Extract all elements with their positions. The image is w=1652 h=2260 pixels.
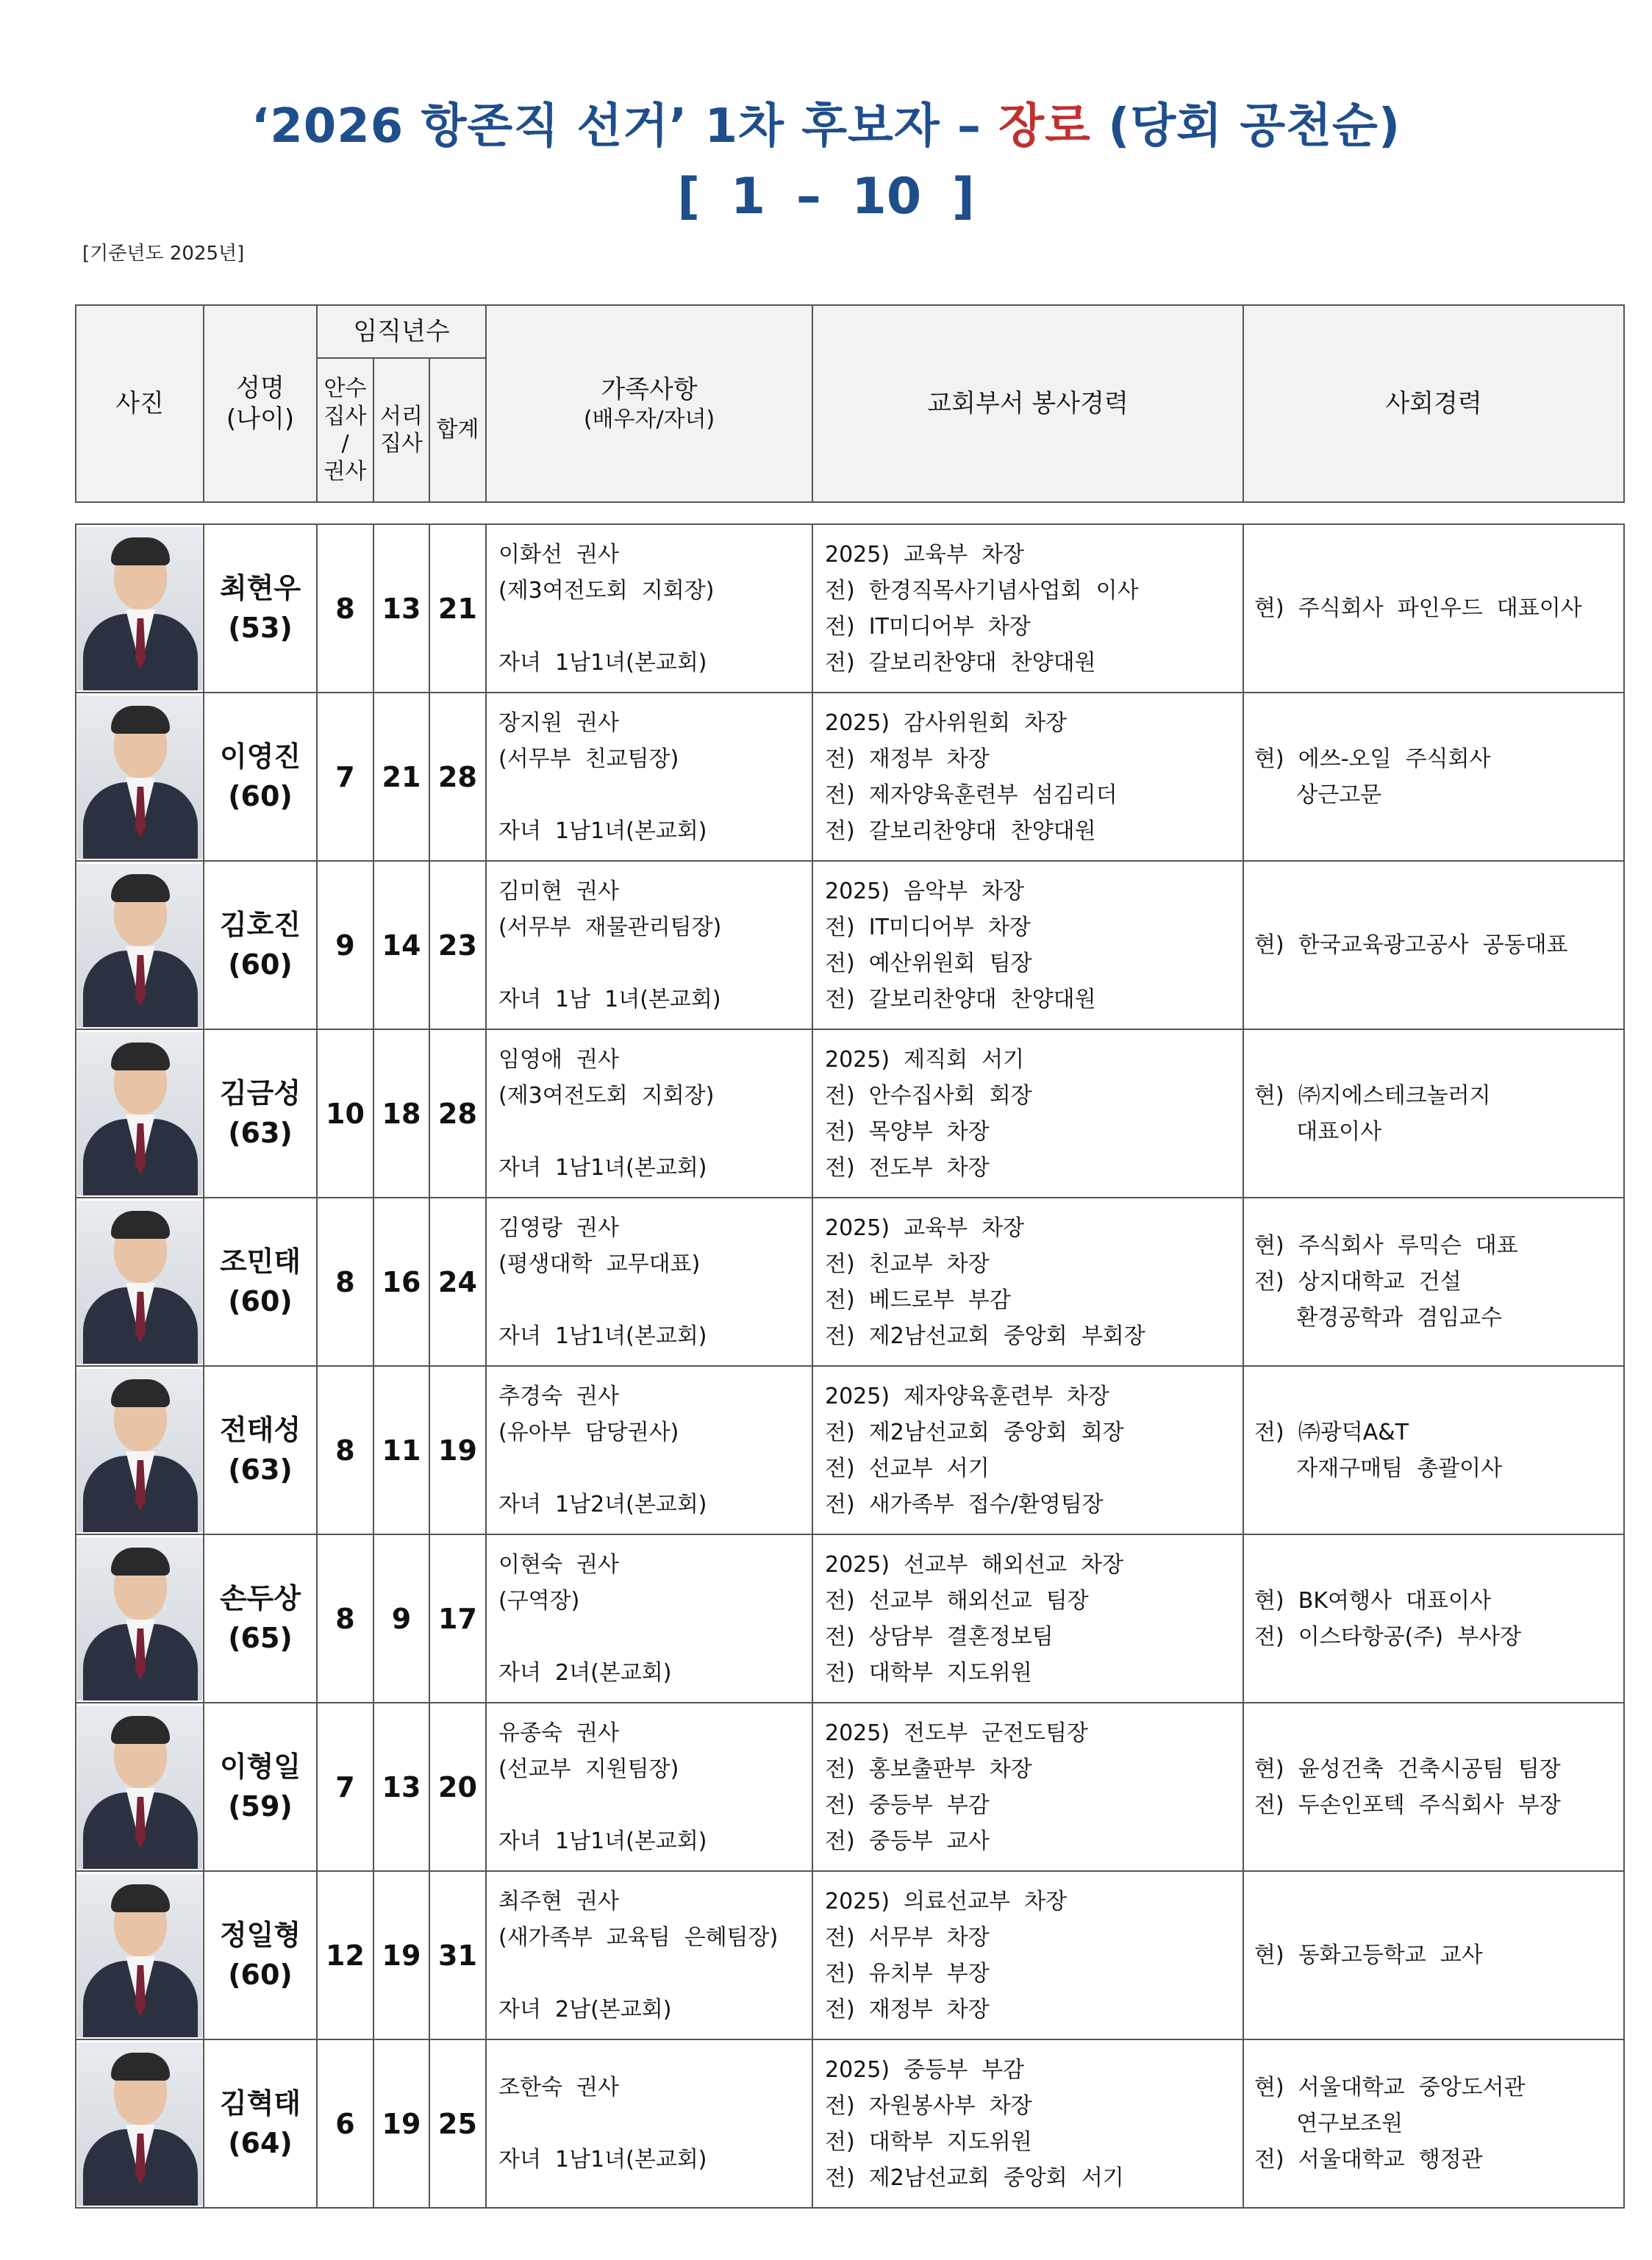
table-row: [76, 1871, 1624, 2039]
years-ordained: 8: [317, 1198, 373, 1366]
years-ordained: 8: [317, 1534, 373, 1703]
family-info: 이화선 권사 (제3여전도회 지회장) 자녀 1남1녀(본교회): [486, 524, 812, 693]
candidate-name-cell: [204, 1534, 317, 1703]
header-photo: 사진: [76, 305, 204, 502]
church-service: 2025) 제자양육훈련부 차장 전) 제2남선교회 중앙회 회장 전) 선교부 서기 전) 새가족부 접수/환영팀장: [812, 1366, 1243, 1534]
years-total: 17: [429, 1534, 486, 1703]
candidate-age: (60): [228, 779, 293, 812]
years-acting: 16: [373, 1198, 429, 1366]
candidate-photo: [77, 2042, 202, 2206]
candidate-photo: [77, 695, 202, 859]
years-ordained: 8: [317, 1366, 373, 1534]
social-career: 현) 주식회사 파인우드 대표이사: [1243, 524, 1624, 693]
church-service: 2025) 의료선교부 차장 전) 서무부 차장 전) 유치부 부장 전) 재정부 차장: [812, 1871, 1243, 2039]
candidate-age: (65): [228, 1621, 293, 1654]
years-total: 28: [429, 1029, 486, 1198]
candidate-table: [75, 523, 1625, 2209]
header-name-label: 성명: [236, 373, 285, 403]
candidate-name: 김혁태: [219, 2087, 301, 2120]
document-title: [0, 88, 1652, 156]
candidate-name: 전태성: [219, 1414, 301, 1447]
candidate-age: (53): [228, 611, 293, 644]
years-acting: 14: [373, 861, 429, 1029]
candidate-name-cell: [204, 1871, 317, 2039]
church-service: 2025) 중등부 부감 전) 자원봉사부 차장 전) 대학부 지도위원 전) 제2남선교회 중앙회 서기: [812, 2039, 1243, 2208]
candidate-photo: [77, 1706, 202, 1869]
basis-year-note: [기준년도 2025년]: [82, 243, 245, 265]
years-total: 28: [429, 693, 486, 861]
candidate-age: (60): [228, 1284, 293, 1317]
candidate-photo: [77, 864, 202, 1027]
candidate-age: (59): [228, 1789, 293, 1823]
candidate-name: 최현우: [219, 572, 301, 605]
family-info: 추경숙 권사 (유아부 담당권사) 자녀 1남2녀(본교회): [486, 1366, 812, 1534]
document-subtitle: [ 1 – 10 ]: [677, 168, 975, 226]
table-row: [76, 1366, 1624, 1534]
header-family-sub: (배우자/자녀): [583, 406, 715, 432]
header-family-label: 가족사항: [601, 375, 698, 404]
years-acting: 21: [373, 693, 429, 861]
header-name-sub: (나이): [226, 404, 295, 434]
table-row: [76, 861, 1624, 1029]
header-family: [486, 305, 812, 502]
years-total: 31: [429, 1871, 486, 2039]
candidate-name: 이형일: [219, 1751, 301, 1784]
candidate-photo-cell: [76, 2039, 204, 2208]
years-acting: 19: [373, 1871, 429, 2039]
candidate-age: (63): [228, 1453, 293, 1486]
header-years-ordained: 안수 집사 / 권사: [317, 358, 373, 502]
family-info: 유종숙 권사 (선교부 지원팀장) 자녀 1남1녀(본교회): [486, 1703, 812, 1871]
candidate-photo-cell: [76, 524, 204, 693]
family-info: 최주현 권사 (새가족부 교육팀 은혜팀장) 자녀 2남(본교회): [486, 1871, 812, 2039]
family-info: 김미현 권사 (서무부 재물관리팀장) 자녀 1남 1녀(본교회): [486, 861, 812, 1029]
candidate-name-cell: [204, 1703, 317, 1871]
table-row: [76, 2039, 1624, 2208]
candidate-name: 손두상: [219, 1582, 301, 1615]
candidate-name-cell: [204, 1366, 317, 1534]
candidate-photo-cell: [76, 1366, 204, 1534]
candidate-photo-cell: [76, 1871, 204, 2039]
years-ordained: 12: [317, 1871, 373, 2039]
years-ordained: 6: [317, 2039, 373, 2208]
candidate-age: (60): [228, 948, 293, 981]
years-ordained: 9: [317, 861, 373, 1029]
table-row: [76, 1198, 1624, 1366]
title-highlight: 장로: [998, 99, 1091, 154]
church-service: 2025) 선교부 해외선교 차장 전) 선교부 해외선교 팀장 전) 상담부 결혼정보팀 전) 대학부 지도위원: [812, 1534, 1243, 1703]
years-ordained: 7: [317, 1703, 373, 1871]
social-career: 전) ㈜광덕A&T 자재구매팀 총괄이사: [1243, 1366, 1624, 1534]
candidate-name: 김호진: [219, 909, 301, 942]
table-row: [76, 693, 1624, 861]
years-total: 23: [429, 861, 486, 1029]
candidate-photo-cell: [76, 1029, 204, 1198]
candidate-photo-cell: [76, 1703, 204, 1871]
church-service: 2025) 감사위원회 차장 전) 재정부 차장 전) 제자양육훈련부 섬김리더 전) 갈보리찬양대 찬양대원: [812, 693, 1243, 861]
years-ordained: 10: [317, 1029, 373, 1198]
church-service: 2025) 제직회 서기 전) 안수집사회 회장 전) 목양부 차장 전) 전도부 차장: [812, 1029, 1243, 1198]
years-ordained: 7: [317, 693, 373, 861]
candidate-photo: [77, 1201, 202, 1364]
candidate-photo: [77, 1874, 202, 2037]
social-career: 현) BK여행사 대표이사 전) 이스타항공(주) 부사장: [1243, 1534, 1624, 1703]
candidate-photo-cell: [76, 1198, 204, 1366]
years-acting: 18: [373, 1029, 429, 1198]
candidate-photo: [77, 1369, 202, 1532]
years-total: 20: [429, 1703, 486, 1871]
candidate-name: 이영진: [219, 740, 301, 773]
family-info: 조한숙 권사 자녀 1남1녀(본교회): [486, 2039, 812, 2208]
header-years-acting: 서리 집사: [373, 358, 429, 502]
social-career: 현) 에쓰-오일 주식회사 상근고문: [1243, 693, 1624, 861]
table-row: [76, 1703, 1624, 1871]
candidate-age: (64): [228, 2126, 293, 2159]
title-suffix: (당회 공천순): [1090, 99, 1401, 154]
family-info: 이현숙 권사 (구역장) 자녀 2녀(본교회): [486, 1534, 812, 1703]
church-service: 2025) 교육부 차장 전) 한경직목사기념사업회 이사 전) IT미디어부 차장 전) 갈보리찬양대 찬양대원: [812, 524, 1243, 693]
church-service: 2025) 교육부 차장 전) 친교부 차장 전) 베드로부 부감 전) 제2남선교회 중앙회 부회장: [812, 1198, 1243, 1366]
years-acting: 13: [373, 524, 429, 693]
candidate-photo-cell: [76, 1534, 204, 1703]
table-header: [75, 304, 1625, 503]
candidate-name-cell: [204, 1198, 317, 1366]
social-career: 현) 주식회사 루믹슨 대표 전) 상지대학교 건설 환경공학과 겸임교수: [1243, 1198, 1624, 1366]
years-total: 19: [429, 1366, 486, 1534]
family-info: 임영애 권사 (제3여전도회 지회장) 자녀 1남1녀(본교회): [486, 1029, 812, 1198]
church-service: 2025) 전도부 군전도팀장 전) 홍보출판부 차장 전) 중등부 부감 전) 중등부 교사: [812, 1703, 1243, 1871]
header-social: 사회경력: [1243, 305, 1624, 502]
years-total: 21: [429, 524, 486, 693]
candidate-photo: [77, 1032, 202, 1195]
title-prefix: ‘2026 항존직 선거’ 1차 후보자 –: [251, 99, 999, 154]
candidate-age: (60): [228, 1958, 293, 1991]
social-career: 현) 서울대학교 중앙도서관 연구보조원 전) 서울대학교 행정관: [1243, 2039, 1624, 2208]
years-acting: 19: [373, 2039, 429, 2208]
candidate-name: 정일형: [219, 1919, 301, 1952]
social-career: 현) 윤성건축 건축시공팀 팀장 전) 두손인포텍 주식회사 부장: [1243, 1703, 1624, 1871]
social-career: 현) ㈜지에스테크놀러지 대표이사: [1243, 1029, 1624, 1198]
family-info: 장지원 권사 (서무부 친교팀장) 자녀 1남1녀(본교회): [486, 693, 812, 861]
family-info: 김영랑 권사 (평생대학 교무대표) 자녀 1남1녀(본교회): [486, 1198, 812, 1366]
years-acting: 13: [373, 1703, 429, 1871]
candidate-photo-cell: [76, 693, 204, 861]
header-church: 교회부서 봉사경력: [812, 305, 1243, 502]
years-total: 24: [429, 1198, 486, 1366]
candidate-name-cell: [204, 693, 317, 861]
candidate-name-cell: [204, 861, 317, 1029]
church-service: 2025) 음악부 차장 전) IT미디어부 차장 전) 예산위원회 팀장 전) 갈보리찬양대 찬양대원: [812, 861, 1243, 1029]
years-total: 25: [429, 2039, 486, 2208]
candidate-photo: [77, 527, 202, 690]
candidate-photo-cell: [76, 861, 204, 1029]
candidate-name: 조민태: [219, 1245, 301, 1279]
header-years-total: 합계: [429, 358, 486, 502]
header-name: [204, 305, 317, 502]
candidate-photo: [77, 1537, 202, 1701]
candidate-name-cell: [204, 2039, 317, 2208]
candidate-name-cell: [204, 1029, 317, 1198]
candidate-name-cell: [204, 524, 317, 693]
social-career: 현) 동화고등학교 교사: [1243, 1871, 1624, 2039]
table-row: [76, 524, 1624, 693]
header-years: 임직년수: [317, 305, 486, 358]
years-ordained: 8: [317, 524, 373, 693]
years-acting: 11: [373, 1366, 429, 1534]
candidate-age: (63): [228, 1116, 293, 1149]
table-row: [76, 1029, 1624, 1198]
candidate-name: 김금성: [219, 1077, 301, 1110]
table-row: [76, 1534, 1624, 1703]
years-acting: 9: [373, 1534, 429, 1703]
social-career: 현) 한국교육광고공사 공동대표: [1243, 861, 1624, 1029]
